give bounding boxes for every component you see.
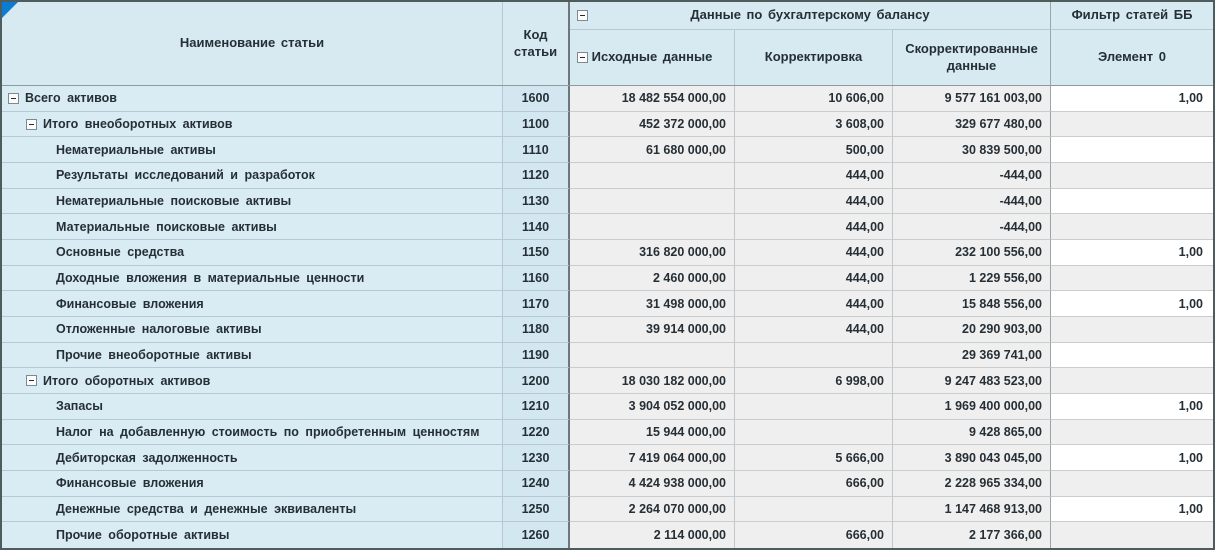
column-header-initial-label: Исходные данные [591, 49, 713, 65]
row-name-label: Основные средства [56, 245, 185, 260]
cell-adjusted-data[interactable]: 232 100 556,00 [893, 240, 1051, 266]
table-row [2, 317, 1213, 343]
cell-initial-data[interactable] [570, 189, 735, 215]
cell-adjusted-data[interactable]: 9 577 161 003,00 [893, 86, 1051, 112]
row-code-cell[interactable]: 1160 [503, 266, 570, 292]
cell-adjusted-data[interactable]: 1 147 468 913,00 [893, 497, 1051, 523]
row-code-cell[interactable]: 1200 [503, 368, 570, 394]
row-code-cell[interactable]: 1240 [503, 471, 570, 497]
cell-initial-data[interactable]: 2 460 000,00 [570, 266, 735, 292]
row-name-label: Финансовые вложения [56, 476, 204, 491]
cell-adjustment[interactable]: 444,00 [735, 291, 893, 317]
cell-adjusted-data[interactable]: 2 228 965 334,00 [893, 471, 1051, 497]
cell-element0[interactable]: 1,00 [1051, 497, 1213, 523]
table-row [2, 112, 1213, 138]
row-name-cell[interactable] [2, 368, 503, 394]
cell-initial-data[interactable] [570, 214, 735, 240]
select-all-corner-icon[interactable] [2, 2, 18, 18]
row-code-cell[interactable]: 1230 [503, 445, 570, 471]
row-name-label: Доходные вложения в материальные ценности [56, 271, 365, 286]
row-name-cell[interactable] [2, 163, 503, 189]
table-row [2, 137, 1213, 163]
row-name-label: Отложенные налоговые активы [56, 322, 262, 337]
column-group-filter [1051, 2, 1213, 30]
table-row [2, 368, 1213, 394]
row-code-cell[interactable]: 1210 [503, 394, 570, 420]
row-name-cell[interactable] [2, 291, 503, 317]
cell-initial-data[interactable]: 2 264 070 000,00 [570, 497, 735, 523]
cell-adjusted-data[interactable]: 329 677 480,00 [893, 112, 1051, 138]
cell-adjustment[interactable]: 444,00 [735, 317, 893, 343]
row-name-cell[interactable] [2, 317, 503, 343]
table-row [2, 163, 1213, 189]
row-name-label: Результаты исследований и разработок [56, 168, 315, 183]
cell-element0[interactable]: 1,00 [1051, 394, 1213, 420]
row-name-label: Нематериальные активы [56, 142, 216, 157]
cell-initial-data[interactable] [570, 343, 735, 369]
cell-initial-data[interactable]: 3 904 052 000,00 [570, 394, 735, 420]
cell-adjusted-data[interactable]: 30 839 500,00 [893, 137, 1051, 163]
cell-adjusted-data[interactable]: 9 247 483 523,00 [893, 368, 1051, 394]
cell-element0[interactable] [1051, 420, 1213, 446]
cell-adjusted-data[interactable]: 1 229 556,00 [893, 266, 1051, 292]
row-code-cell[interactable]: 1250 [503, 497, 570, 523]
cell-initial-data[interactable]: 31 498 000,00 [570, 291, 735, 317]
row-name-cell[interactable] [2, 86, 503, 112]
row-name-label: Финансовые вложения [56, 296, 204, 311]
row-name-label: Запасы [56, 399, 103, 414]
row-name-label: Денежные средства и денежные эквиваленты [56, 502, 357, 517]
cell-element0[interactable] [1051, 368, 1213, 394]
collapse-icon[interactable] [8, 93, 19, 104]
table-row [2, 420, 1213, 446]
collapse-icon[interactable] [26, 375, 37, 386]
header-group-row [570, 2, 1213, 30]
row-name-label: Прочие внеоборотные активы [56, 348, 252, 363]
column-header-name [2, 2, 503, 85]
table-row [2, 214, 1213, 240]
column-header-initial [570, 30, 735, 85]
cell-initial-data[interactable]: 2 114 000,00 [570, 522, 735, 548]
cell-adjustment[interactable] [735, 420, 893, 446]
cell-element0[interactable] [1051, 522, 1213, 548]
row-name-cell[interactable] [2, 522, 503, 548]
cell-adjustment[interactable]: 666,00 [735, 471, 893, 497]
cell-adjusted-data[interactable]: 2 177 366,00 [893, 522, 1051, 548]
cell-adjustment[interactable] [735, 343, 893, 369]
cell-element0[interactable]: 1,00 [1051, 86, 1213, 112]
cell-element0[interactable] [1051, 112, 1213, 138]
row-name-label: Нематериальные поисковые активы [56, 194, 292, 209]
cell-adjustment[interactable]: 6 998,00 [735, 368, 893, 394]
cell-initial-data[interactable]: 39 914 000,00 [570, 317, 735, 343]
table-row [2, 445, 1213, 471]
column-header-element0-label: Элемент 0 [1098, 49, 1166, 65]
row-name-cell[interactable] [2, 343, 503, 369]
cell-adjustment[interactable]: 10 606,00 [735, 86, 893, 112]
column-group-balance-label: Данные по бухгалтерскому балансу [690, 7, 930, 23]
cell-adjustment[interactable] [735, 394, 893, 420]
header-right-section [570, 2, 1213, 85]
table-row [2, 266, 1213, 292]
table-row [2, 291, 1213, 317]
row-name-cell[interactable] [2, 266, 503, 292]
row-name-cell[interactable] [2, 112, 503, 138]
column-header-code [503, 2, 570, 85]
cell-adjustment[interactable]: 5 666,00 [735, 445, 893, 471]
row-name-cell[interactable] [2, 445, 503, 471]
row-code-cell[interactable]: 1260 [503, 522, 570, 548]
row-code-cell[interactable]: 1140 [503, 214, 570, 240]
cell-adjusted-data[interactable]: 3 890 043 045,00 [893, 445, 1051, 471]
table-row [2, 522, 1213, 548]
cell-adjustment[interactable]: 666,00 [735, 522, 893, 548]
cell-initial-data[interactable]: 4 424 938 000,00 [570, 471, 735, 497]
cell-adjustment[interactable]: 444,00 [735, 189, 893, 215]
cell-adjusted-data[interactable]: 9 428 865,00 [893, 420, 1051, 446]
row-name-cell[interactable] [2, 137, 503, 163]
row-name-cell[interactable] [2, 189, 503, 215]
cell-element0[interactable] [1051, 317, 1213, 343]
cell-element0[interactable] [1051, 214, 1213, 240]
row-name-cell[interactable] [2, 420, 503, 446]
cell-initial-data[interactable]: 15 944 000,00 [570, 420, 735, 446]
table-row [2, 86, 1213, 112]
row-code-cell[interactable]: 1170 [503, 291, 570, 317]
cell-initial-data[interactable]: 61 680 000,00 [570, 137, 735, 163]
row-code-cell[interactable]: 1180 [503, 317, 570, 343]
cell-initial-data[interactable]: 18 030 182 000,00 [570, 368, 735, 394]
cell-adjustment[interactable]: 444,00 [735, 240, 893, 266]
row-name-cell[interactable] [2, 471, 503, 497]
row-code-cell[interactable]: 1190 [503, 343, 570, 369]
cell-adjustment[interactable]: 500,00 [735, 137, 893, 163]
row-name-cell[interactable] [2, 497, 503, 523]
table-row [2, 497, 1213, 523]
cell-initial-data[interactable]: 316 820 000,00 [570, 240, 735, 266]
table-row [2, 394, 1213, 420]
row-code-cell[interactable]: 1130 [503, 189, 570, 215]
column-header-code-label: Код статьи [513, 27, 558, 59]
row-name-label: Дебиторская задолженность [56, 450, 238, 465]
cell-adjustment[interactable]: 3 608,00 [735, 112, 893, 138]
column-header-name-label: Наименование статьи [179, 35, 325, 51]
row-code-cell[interactable]: 1120 [503, 163, 570, 189]
row-code-cell[interactable]: 1100 [503, 112, 570, 138]
cell-adjusted-data[interactable]: 1 969 400 000,00 [893, 394, 1051, 420]
cell-adjustment[interactable]: 444,00 [735, 214, 893, 240]
collapse-icon[interactable] [577, 10, 588, 21]
column-group-balance [570, 2, 1051, 30]
cell-element0[interactable] [1051, 189, 1213, 215]
table-row [2, 189, 1213, 215]
row-name-cell[interactable] [2, 240, 503, 266]
cell-initial-data[interactable]: 7 419 064 000,00 [570, 445, 735, 471]
row-code-cell[interactable]: 1110 [503, 137, 570, 163]
grid-header [2, 2, 1213, 86]
row-name-label: Налог на добавленную стоимость по приобретенным ценностям [56, 425, 480, 440]
table-row [2, 471, 1213, 497]
row-name-label: Итого оборотных активов [43, 373, 211, 388]
row-name-label: Прочие оборотные активы [56, 528, 230, 543]
row-code-cell[interactable]: 1150 [503, 240, 570, 266]
column-header-adjustment [735, 30, 893, 85]
table-row [2, 343, 1213, 369]
column-header-adjusted-label: Скорректированные данные [905, 41, 1038, 73]
collapse-icon[interactable] [26, 119, 37, 130]
column-header-adjusted [893, 30, 1051, 85]
cell-element0[interactable]: 1,00 [1051, 445, 1213, 471]
row-name-cell[interactable] [2, 394, 503, 420]
row-code-cell[interactable]: 1600 [503, 86, 570, 112]
collapse-icon[interactable] [577, 52, 588, 63]
row-name-label: Всего активов [25, 91, 117, 106]
cell-element0[interactable] [1051, 471, 1213, 497]
header-sub-row [570, 30, 1213, 85]
cell-adjusted-data[interactable]: -444,00 [893, 189, 1051, 215]
cell-initial-data[interactable]: 452 372 000,00 [570, 112, 735, 138]
cell-adjustment[interactable]: 444,00 [735, 266, 893, 292]
cell-adjustment[interactable]: 444,00 [735, 163, 893, 189]
cell-adjustment[interactable] [735, 497, 893, 523]
cell-element0[interactable]: 1,00 [1051, 240, 1213, 266]
column-header-element0 [1051, 30, 1213, 85]
table-row [2, 240, 1213, 266]
cell-initial-data[interactable]: 18 482 554 000,00 [570, 86, 735, 112]
row-name-label: Материальные поисковые активы [56, 219, 277, 234]
cell-element0[interactable]: 1,00 [1051, 291, 1213, 317]
table-body [2, 86, 1213, 548]
cell-adjusted-data[interactable]: -444,00 [893, 163, 1051, 189]
cell-adjusted-data[interactable]: 15 848 556,00 [893, 291, 1051, 317]
row-name-label: Итого внеоборотных активов [43, 117, 233, 131]
cell-element0[interactable] [1051, 343, 1213, 369]
row-name-cell[interactable] [2, 214, 503, 240]
cell-adjusted-data[interactable]: 29 369 741,00 [893, 343, 1051, 369]
cell-adjusted-data[interactable]: 20 290 903,00 [893, 317, 1051, 343]
cell-element0[interactable] [1051, 163, 1213, 189]
cell-initial-data[interactable] [570, 163, 735, 189]
row-code-cell[interactable]: 1220 [503, 420, 570, 446]
column-group-filter-label: Фильтр статей ББ [1071, 7, 1193, 23]
cell-element0[interactable] [1051, 137, 1213, 163]
cell-adjusted-data[interactable]: -444,00 [893, 214, 1051, 240]
cell-element0[interactable] [1051, 266, 1213, 292]
column-header-adjustment-label: Корректировка [764, 49, 863, 65]
